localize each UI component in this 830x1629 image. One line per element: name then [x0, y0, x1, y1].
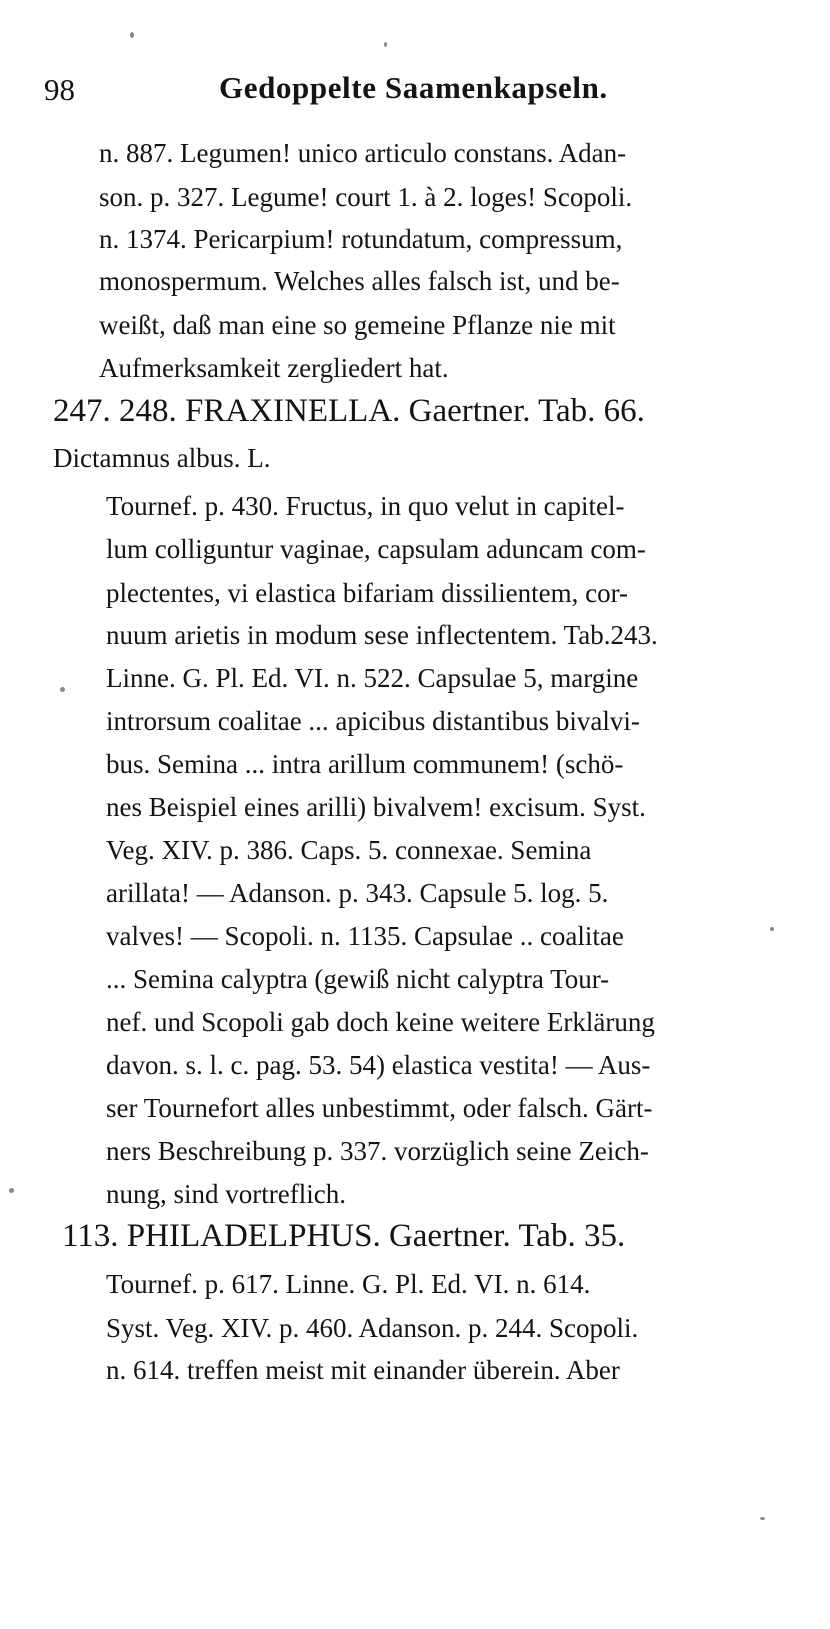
- ink-speck: [770, 927, 774, 931]
- text-line: ... Semina calyptra (gewiß nicht calyptra Tour-: [106, 964, 610, 994]
- page-header: [44, 62, 764, 112]
- text-line: valves! — Scopoli. n. 1135. Capsulae .. coalitae: [106, 921, 624, 951]
- text-line: weißt, daß man eine so gemeine Pflanze nie mit: [99, 310, 616, 340]
- section-heading: 247. 248. FRAXINELLA. Gaertner. Tab. 66.: [53, 393, 645, 429]
- text-line: n. 887. Legumen! unico articulo constans. Adan-: [99, 138, 627, 168]
- text-line: n. 614. treffen meist mit einander überein. Aber: [106, 1355, 620, 1385]
- section-heading: 113. PHILADELPHUS. Gaertner. Tab. 35.: [62, 1218, 626, 1254]
- running-head: Gedoppelte Saamenkapseln.: [219, 70, 608, 105]
- ink-speck: [384, 42, 387, 47]
- text-line: ser Tournefort alles unbestimmt, oder falsch. Gärt-: [106, 1093, 653, 1123]
- text-line: nef. und Scopoli gab doch keine weitere Erklärung: [106, 1007, 655, 1037]
- text-line: bus. Semina ... intra arillum communem! (schö-: [106, 749, 624, 779]
- text-line: Syst. Veg. XIV. p. 460. Adanson. p. 244. Scopoli.: [106, 1313, 639, 1343]
- ink-speck: [9, 1188, 14, 1193]
- text-line: nes Beispiel eines arilli) bivalvem! excisum. Syst.: [106, 792, 646, 822]
- text-line: plectentes, vi elastica bifariam dissilientem, cor-: [106, 578, 629, 608]
- page-number: 98: [44, 72, 75, 107]
- text-line: monospermum. Welches alles falsch ist, und be-: [99, 266, 620, 296]
- text-line: Veg. XIV. p. 386. Caps. 5. connexae. Semina: [106, 835, 592, 865]
- text-line: davon. s. l. c. pag. 53. 54) elastica vestita! — Aus-: [106, 1050, 651, 1080]
- text-line: nung, sind vortreflich.: [106, 1179, 346, 1209]
- text-line: Tournef. p. 617. Linne. G. Pl. Ed. VI. n. 614.: [106, 1269, 591, 1299]
- text-line: introrsum coalitae ... apicibus distantibus bivalvi-: [106, 706, 640, 736]
- text-line: n. 1374. Pericarpium! rotundatum, compressum,: [99, 224, 623, 254]
- text-line: nuum arietis in modum sese inflectentem. Tab.243.: [106, 620, 658, 650]
- ink-speck: [60, 687, 65, 692]
- text-line: arillata! — Adanson. p. 343. Capsule 5. log. 5.: [106, 878, 609, 908]
- ink-speck: [130, 32, 134, 38]
- text-line: Aufmerksamkeit zergliedert hat.: [99, 353, 449, 383]
- text-line: lum colliguntur vaginae, capsulam aduncam com-: [106, 534, 646, 564]
- text-line: Dictamnus albus. L.: [53, 443, 271, 473]
- ink-speck: [760, 1517, 765, 1520]
- text-line: Linne. G. Pl. Ed. VI. n. 522. Capsulae 5, margine: [106, 663, 639, 693]
- text-line: ners Beschreibung p. 337. vorzüglich seine Zeich-: [106, 1136, 649, 1166]
- text-line: son. p. 327. Legume! court 1. à 2. loges! Scopoli.: [99, 182, 633, 212]
- text-line: Tournef. p. 430. Fructus, in quo velut in capitel-: [106, 491, 625, 521]
